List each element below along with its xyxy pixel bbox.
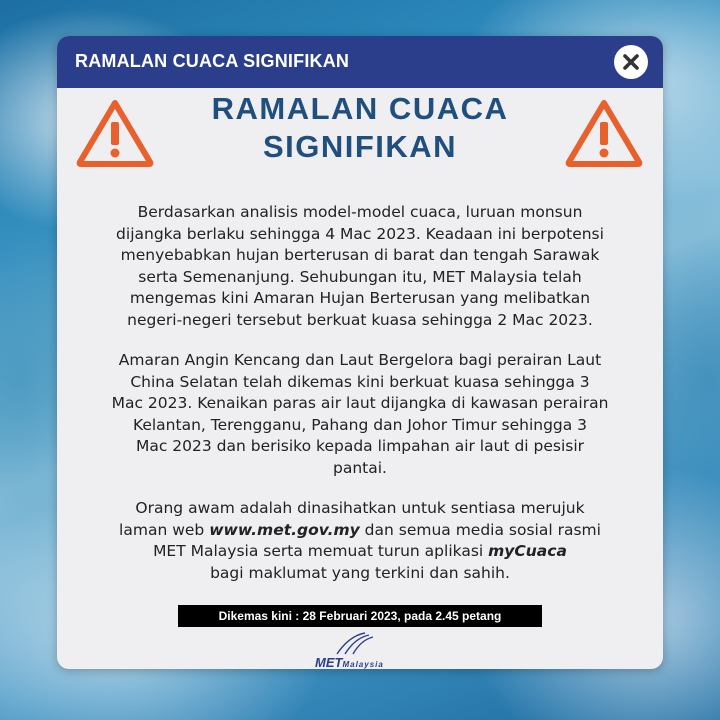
window-title: RAMALAN CUACA SIGNIFIKAN — [75, 51, 350, 71]
text-line: serta Semenanjung. Sehubungan itu, MET Malaysia telah — [138, 267, 582, 286]
text-line: Amaran Angin Kencang dan Laut Bergelora bagi perairan Laut — [118, 351, 602, 369]
heading-line-2: SIGNIFIKAN — [262, 129, 458, 164]
close-button[interactable] — [614, 45, 648, 79]
text-line: Orang awam adalah dinasihatkan untuk sentiasa merujuk — [135, 499, 585, 517]
warning-triangle-icon — [565, 98, 643, 168]
text-fragment: MET Malaysia serta memuat turun aplikasi — [153, 542, 489, 561]
text-line: negeri-negeri tersebut berkuat kuasa sehingga 2 Mac 2023. — [127, 310, 593, 329]
text-fragment: dan semua media sosial rasmi — [359, 520, 601, 539]
updated-timestamp-banner: Dikemas kini : 28 Februari 2023, pada 2.45 petang — [178, 605, 542, 627]
title-bar — [57, 36, 663, 88]
website-link[interactable]: www.met.gov.my — [209, 520, 360, 539]
text-line: menyebabkan hujan berterusan di barat dan tengah Sarawak — [120, 246, 600, 265]
text-line — [77, 520, 643, 542]
close-icon — [622, 53, 640, 71]
paragraph-advice — [77, 498, 643, 584]
logo-wordmark — [315, 655, 415, 669]
paragraph-monsoon — [77, 202, 643, 332]
text-line — [77, 541, 643, 563]
alert-window — [57, 36, 663, 669]
text-line: mengemas kini Amaran Hujan Berterusan yang melibatkan — [129, 289, 591, 308]
heading-line-1: RAMALAN CUACA — [211, 91, 509, 126]
text-line: Kelantan, Terengganu, Pahang dan Johor Timur sehingga 3 — [132, 415, 588, 434]
text-line: Mac 2023. Kenaikan paras air laut dijangka di kawasan perairan — [111, 394, 609, 413]
logo-sub-text: Malaysia — [342, 660, 384, 669]
text-line: bagi maklumat yang terkini dan sahih. — [210, 563, 510, 582]
text-line: dijangka berlaku sehingga 4 Mac 2023. Keadaan ini berpotensi — [116, 224, 604, 243]
logo-main-text: MET — [315, 655, 343, 669]
text-line: pantai. — [333, 458, 387, 477]
app-name: myCuaca — [488, 542, 567, 561]
text-line: China Selatan telah dikemas kini berkuat kuasa sehingga 3 — [130, 372, 590, 391]
paragraph-wind-warning — [77, 350, 643, 480]
text-fragment: laman web — [119, 520, 210, 539]
text-line: Mac 2023 dan berisiko kepada limpahan air laut di pesisir — [135, 437, 585, 456]
text-line: Berdasarkan analisis model-model cuaca, luruan monsun — [137, 203, 583, 221]
